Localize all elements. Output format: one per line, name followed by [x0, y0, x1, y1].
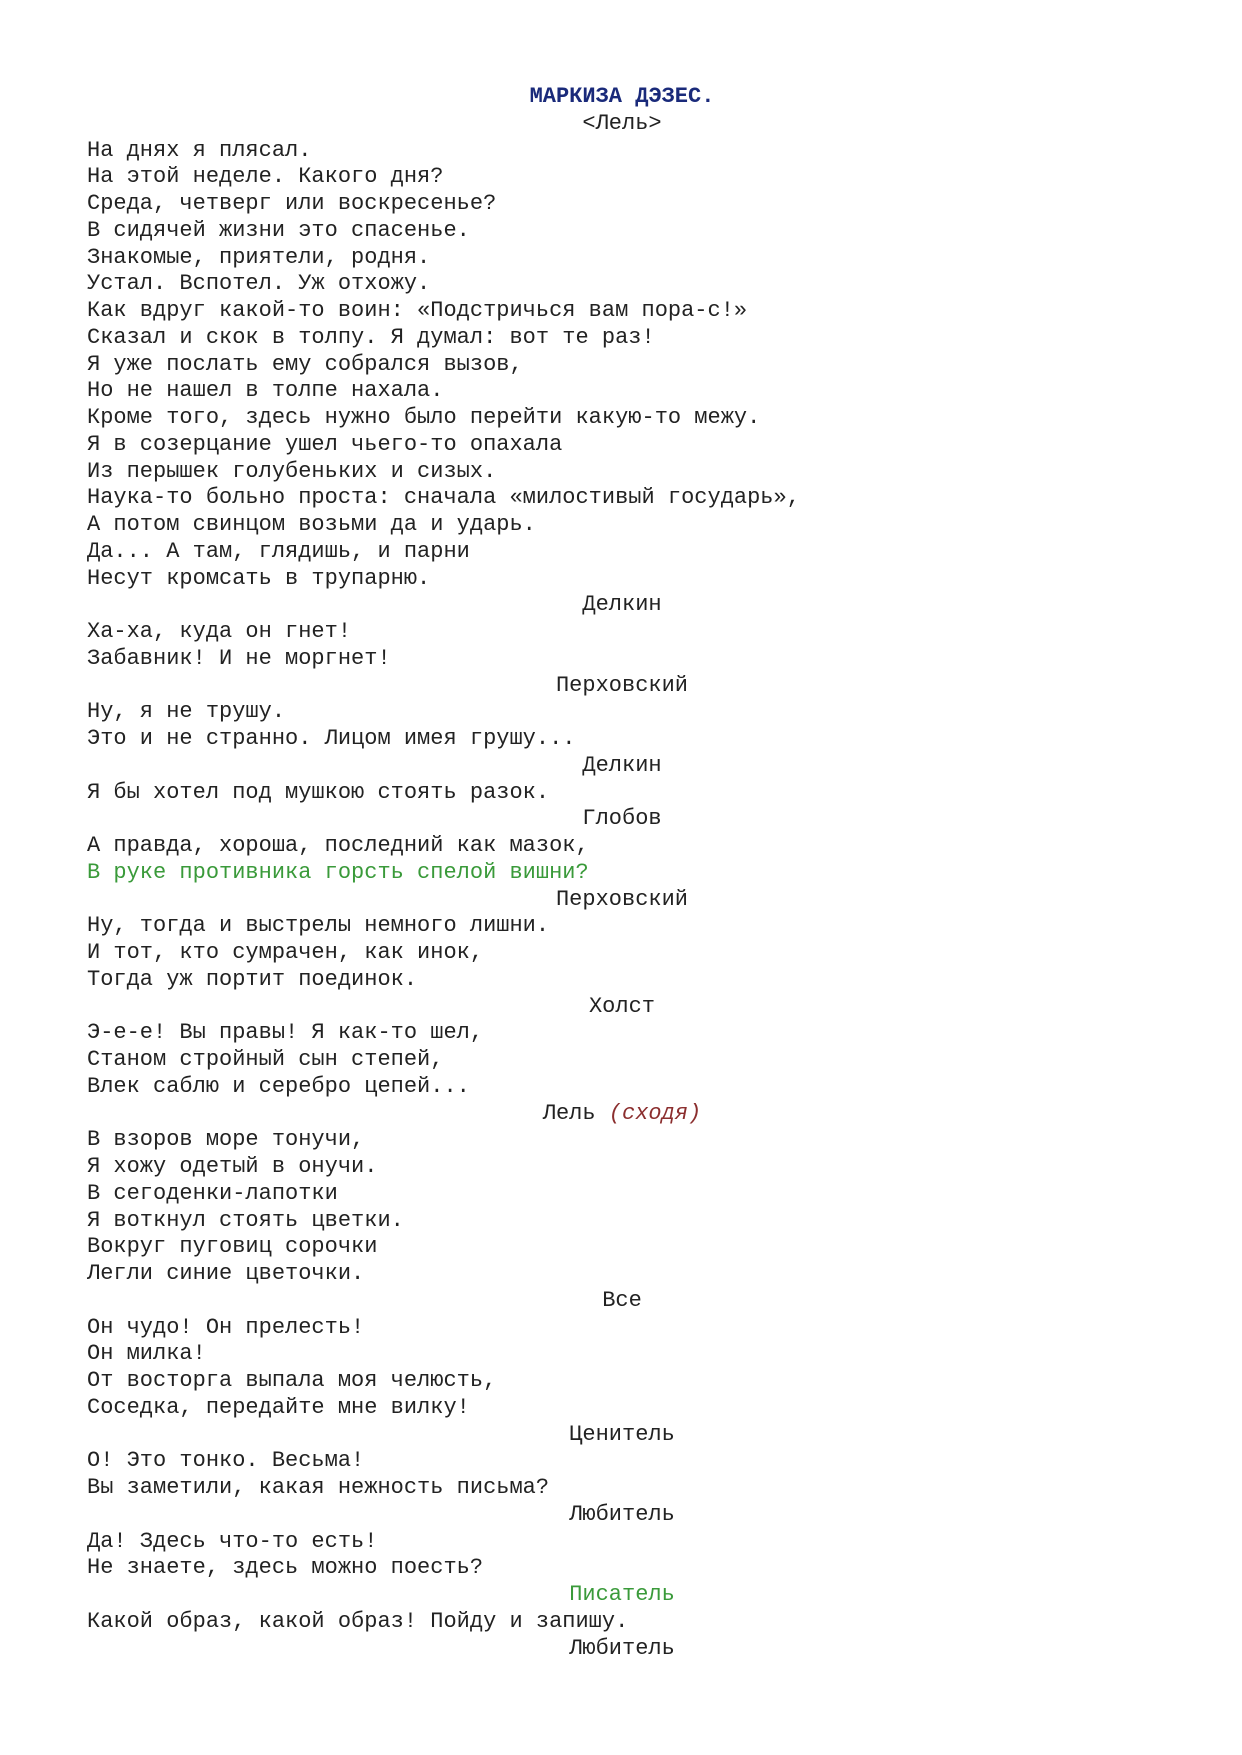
- verse-line: От восторга выпала моя челюсть,: [87, 1368, 497, 1393]
- verse-line: Это и не странно. Лицом имея грушу...: [87, 726, 576, 751]
- verse-line: Да! Здесь что-то есть!: [87, 1528, 378, 1554]
- verse-line: А потом свинцом возьми да и ударь.: [87, 512, 536, 537]
- verse-line: Несут кромсать в трупарню.: [87, 565, 431, 591]
- document-page: [87, 84, 1157, 1662]
- verse-line: Легли синие цветочки.: [87, 1261, 365, 1286]
- verse-line: Но не нашел в толпе нахала.: [87, 378, 444, 404]
- verse-line: В сегоденки-лапотки: [87, 1180, 338, 1206]
- speaker-globov: Глобов: [582, 806, 662, 832]
- verse-line: Ха-ха, куда он гнет!: [87, 619, 352, 644]
- verse-line: Наука-то больно проста: сначала «милостивый государь»,: [87, 485, 800, 511]
- verse-line: Влек саблю и серебро цепей...: [87, 1073, 470, 1099]
- verse-line: Я хожу одетый в онучи.: [87, 1154, 378, 1179]
- speaker-perkhovsky: Перховский: [555, 672, 689, 698]
- verse-line: Станом стройный сын степей,: [87, 1047, 444, 1072]
- verse-line: Не знаете, здесь можно поесть?: [87, 1555, 484, 1581]
- speaker-delkin: Делкин: [582, 752, 662, 778]
- verse-line: Я в созерцание ушел чьего-то опахала: [87, 431, 563, 457]
- verse-line: Да... А там, глядишь, и парни: [87, 538, 470, 564]
- verse-line: На этой неделе. Какого дня?: [87, 164, 444, 190]
- verse-line-highlighted: В руке противника горсть спелой вишни?: [87, 859, 589, 885]
- verse-line: Какой образ, какой образ! Пойду и запишу.: [87, 1608, 629, 1634]
- verse-line: Я бы хотел под мушкою стоять разок.: [87, 779, 550, 805]
- speaker-writer: Писатель: [569, 1582, 675, 1607]
- verse-line: Вокруг пуговиц сорочки: [87, 1234, 378, 1260]
- verse-line: Он милка!: [87, 1341, 206, 1367]
- verse-line: Знакомые, приятели, родня.: [87, 244, 431, 270]
- document-title: МАРКИЗА ДЭЗЕС.: [529, 84, 715, 109]
- verse-line: Э-е-е! Вы правы! Я как-то шел,: [87, 1020, 484, 1046]
- verse-line: Я воткнул стоять цветки.: [87, 1207, 404, 1233]
- speaker-lel-with-direction: [87, 1101, 1157, 1128]
- verse-line: Я уже послать ему собрался вызов,: [87, 351, 523, 377]
- verse-line: Забавник! И не моргнет!: [87, 645, 391, 671]
- verse-line: Ну, я не трушу.: [87, 699, 286, 725]
- stage-direction: (сходя): [608, 1100, 702, 1126]
- verse-line: А правда, хороша, последний как мазок,: [87, 833, 589, 858]
- verse-line: И тот, кто сумрачен, как инок,: [87, 940, 484, 965]
- verse-line: О! Это тонко. Весьма!: [87, 1448, 365, 1474]
- speaker-kholst: Холст: [588, 993, 655, 1019]
- speaker-lel-initial: <Лель>: [582, 110, 662, 136]
- verse-line: Устал. Вспотел. Уж отхожу.: [87, 271, 431, 297]
- verse-line: Ну, тогда и выстрелы немного лишни.: [87, 913, 550, 939]
- verse-line: Кроме того, здесь нужно было перейти какую-то межу.: [87, 405, 761, 430]
- verse-line: На днях я плясал.: [87, 137, 312, 163]
- verse-line: В сидячей жизни это спасенье.: [87, 217, 470, 243]
- verse-line: В взоров море тонучи,: [87, 1127, 365, 1153]
- verse-line: Он чудо! Он прелесть!: [87, 1314, 365, 1340]
- speaker-lel: Лель: [542, 1100, 596, 1126]
- speaker-perkhovsky: Перховский: [555, 886, 689, 912]
- verse-line: Вы заметили, какая нежность письма?: [87, 1475, 550, 1500]
- speaker-amateur: Любитель: [569, 1501, 675, 1527]
- verse-line: Из перышек голубеньких и сизых.: [87, 458, 497, 484]
- verse-line: Сказал и скок в толпу. Я думал: вот те раз!: [87, 324, 655, 350]
- verse-line: Как вдруг какой-то воин: «Подстричься вам пора-с!»: [87, 298, 748, 323]
- verse-line: Тогда уж портит поединок.: [87, 966, 418, 992]
- speaker-delkin: Делкин: [582, 592, 662, 618]
- speaker-amateur: Любитель: [569, 1635, 675, 1661]
- speaker-connoisseur: Ценитель: [569, 1421, 675, 1447]
- verse-line: Среда, четверг или воскресенье?: [87, 191, 497, 216]
- speaker-all: Все: [602, 1287, 642, 1313]
- verse-line: Соседка, передайте мне вилку!: [87, 1394, 470, 1420]
